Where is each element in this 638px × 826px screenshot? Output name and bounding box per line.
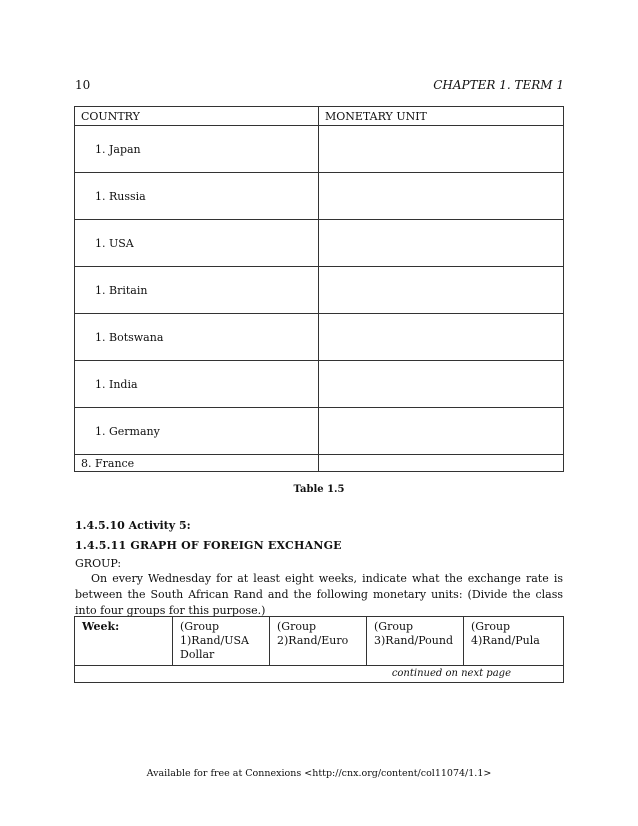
heading-graph-foreign-exchange: 1.4.5.11 GRAPH OF FOREIGN EXCHANGE [75,539,342,552]
table-row [75,408,564,455]
group-label: GROUP: [75,557,122,570]
page-number: 10 [75,78,91,92]
country-cell: 1. India [75,361,319,408]
country-cell: 1. Germany [75,408,319,455]
column-header-group-1: (Group 1)Rand/USA Dollar [173,617,270,666]
country-cell: 1. Japan [75,126,319,173]
monetary-unit-cell [319,220,564,267]
heading-activity: 1.4.5.10 Activity 5: [75,519,191,532]
instruction-paragraph: On every Wednesday for at least eight weeks, indicate what the exchange rate is between the South African Rand and the following monetary units: (Divide the class into four groups for this purpose.) [75,572,563,617]
monetary-unit-cell [319,361,564,408]
running-title: CHAPTER 1. TERM 1 [433,78,564,92]
table-row [75,220,564,267]
page-footer: Available for free at Connexions <http://cnx.org/content/col11074/1.1> [146,768,492,779]
column-header-country: COUNTRY [75,107,319,126]
table-caption: Table 1.5 [293,484,345,495]
table-row [75,173,564,220]
country-cell: 1. USA [75,220,319,267]
table-row [75,361,564,408]
monetary-unit-cell [319,408,564,455]
country-cell: 8. France [75,455,319,472]
table-header-row [75,107,564,126]
column-header-group-3: (Group 3)Rand/Pound [367,617,464,666]
continued-note: continued on next page [75,666,564,683]
monetary-unit-cell [319,126,564,173]
table-row [75,314,564,361]
continued-row [75,666,564,683]
monetary-unit-cell [319,267,564,314]
monetary-unit-cell [319,314,564,361]
table-row [75,267,564,314]
column-header-group-2: (Group 2)Rand/Euro [270,617,367,666]
column-header-group-4: (Group 4)Rand/Pula [464,617,564,666]
country-cell: 1. Britain [75,267,319,314]
table-header-row [75,617,564,666]
table-row [75,126,564,173]
table-row [75,455,564,472]
monetary-unit-cell [319,455,564,472]
country-cell: 1. Russia [75,173,319,220]
monetary-unit-cell [319,173,564,220]
exchange-rate-table [74,616,564,683]
column-header-monetary-unit: MONETARY UNIT [319,107,564,126]
country-cell: 1. Botswana [75,314,319,361]
column-header-week: Week: [75,617,173,666]
country-monetary-unit-table [74,106,564,472]
